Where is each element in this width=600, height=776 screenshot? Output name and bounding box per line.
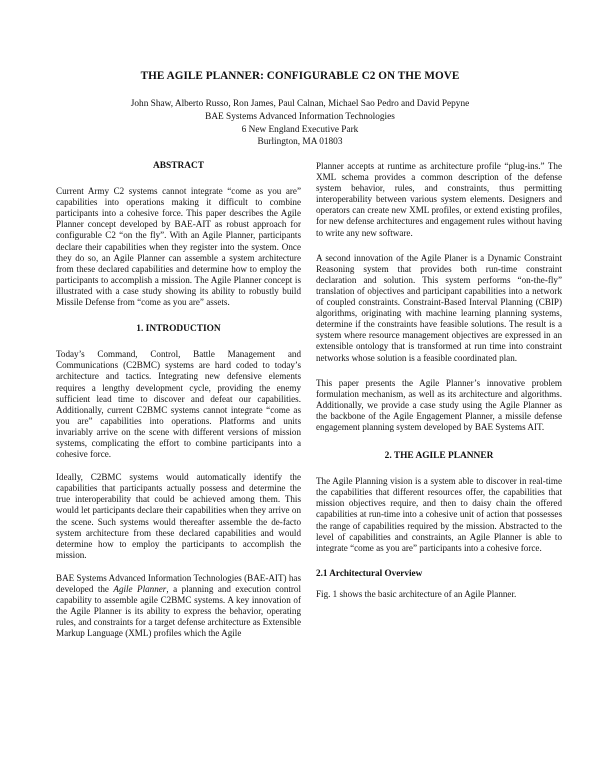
author-names: John Shaw, Alberto Russo, Ron James, Paul Calnan, Michael Sao Pedro and David Pepyne [130,99,470,109]
abstract-text: Current Army C2 systems cannot integrate “come as you are” capabilities into operations making it difficult to combine participants into a cohesive force. This paper describes the Agile Planner concept developed by BAE-AIT as robust approach for configurable C2 “on the fly”. With an Agile Planner, participants declare their capabilities when they register into the system. Once they do so, an Agile Planner can assemble a system architecture from these declared capabilities and determine how to employ the participants to accomplish a mission. The Agile Planner concept is illustrated with a case study showing its ability to robustly build Missile Defense from “come as you are” assets. [56,186,301,308]
intro-paragraph-3 [56,573,301,640]
author-address-line-2: Burlington, MA 01803 [257,137,343,148]
left-column [56,161,301,651]
intro-paragraph-4: A second innovation of the Agile Planer is a Dynamic Constraint Reasoning system that provides both run-time constraint declaration and solution. This system performs “on-the-fly” translation of objectives and participant capabilities into a network of coupled constraints. Constraint-Based Interval Planning (CBIP) algorithms, originating with machine learning planning systems, determine if the constraints have feasible solutions. The result is a system where resource management objectives are expressed in an extensible ontology that is transformed at run time into constraint networks whose solution is a feasible coordinated plan. [316,252,562,363]
author-affiliation: BAE Systems Advanced Information Technologies [205,111,395,122]
section-2-paragraph-1: The Agile Planning vision is a system able to discover in real-time the capabilities that different resources offer, the capabilities that mission objectives require, and then to daisy chain the offered capabilities at run-time into a cohesive unit of action that possesses the range of capabilities required by the mission. Abstracted to the level of capabilities and constraints, an Agile Planner is able to integrate “come as you are” participants into a cohesive force. [316,476,562,553]
intro-paragraph-3-continued: Planner accepts at runtime as architecture profile “plug-ins.” The XML schema provides a common description of the defense system behavior, rules, and constraints, thus permitting interoperability between various system elements. Designers and operators can create new XML profiles, or extend existing profiles, for new defense architectures and engagement rules without having to write any new software. [316,161,562,238]
introduction-heading: 1. INTRODUCTION [136,324,221,335]
right-column [316,161,562,611]
section-2-1-paragraph-1: Fig. 1 shows the basic architecture of an Agile Planner. [316,588,517,599]
author-block [30,98,570,149]
section-2-1-heading: 2.1 Architectural Overview [316,567,423,578]
intro-paragraph-2: Ideally, C2BMC systems would automatically identify the capabilities that participants actually possess and determine the true interoperability that could be achieved among them. This would let participants declare their capabilities when they arrive on the scene. Such systems would thereafter assemble the de-facto system architecture from these declared capabilities and would determine how to employ the participants to accomplish the mission. [56,472,301,560]
intro-paragraph-3-end: , a planning and execution control capability to assemble agile C2BMC systems. A key innovation of the Agile Planner is its ability to express the behavior, operating rules, and constraints for a target defense architecture as Extensible Markup Language (XML) profiles which the Agile [56,584,301,639]
intro-paragraph-5: This paper presents the Agile Planner’s innovative problem formulation mechanism, as well as its architecture and algorithms. Additionally, we provide a case study using the Agile Planner as the backbone of the Agile Engagement Planner, a missile defense engagement planning system developed by BAE Systems AIT. [316,377,562,432]
section-2-heading: 2. THE AGILE PLANNER [384,451,494,462]
intro-paragraph-1: Today’s Command, Control, Battle Management and Communications (C2BMC) systems are hard coded to today’s architecture and tactics. Integrating new defensive elements requires a lengthy development cycle, providing the enemy sufficient lead time to discover and defeat our capabilities. Additionally, current C2BMC systems cannot integrate “come as you are” capabilities into operations. Platforms and units invariably arrive on the scene with different versions of mission systems, complicating the effort to combine participants into a cohesive force. [56,349,301,460]
agile-planner-term: Agile Planner [113,584,167,594]
intro-paragraph-3-start: BAE Systems Advanced Information Technologies (BAE-AIT) has developed the [56,572,301,594]
paper-title: THE AGILE PLANNER: CONFIGURABLE C2 ON THE MOVE [140,70,460,82]
abstract-heading: ABSTRACT [152,161,205,171]
author-address-line-1: 6 New England Executive Park [241,124,359,135]
